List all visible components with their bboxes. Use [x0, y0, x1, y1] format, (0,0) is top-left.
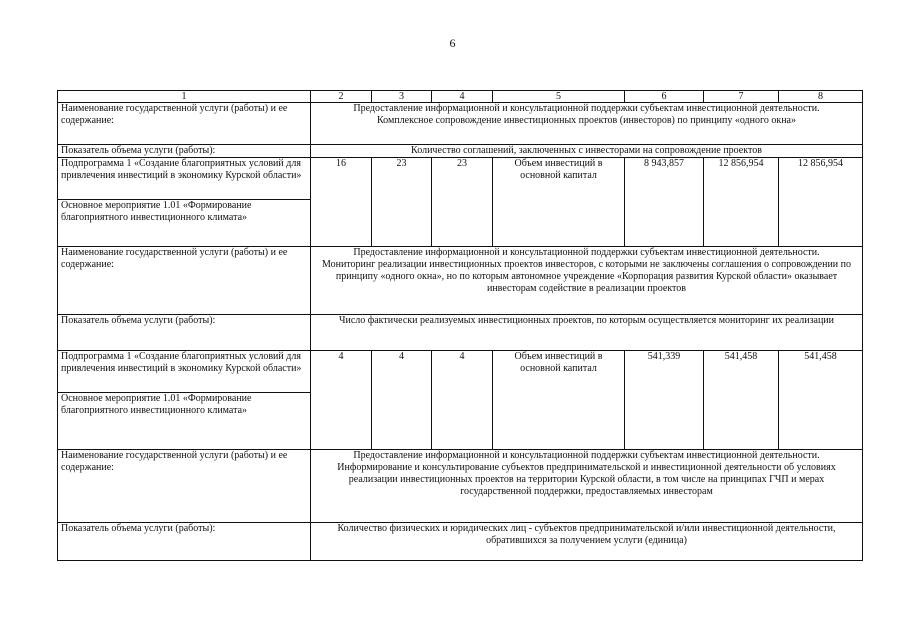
service-detail: Мониторинг реализации инвестиционных проектов инвесторов, с которыми не заключены соглашения о сопровождении по принципу «одного окна», но по которым автономное учреждение «Корпорация развития Курской области» оказывает инвесторам содействие в реализации проектов	[321, 259, 852, 294]
services-table	[57, 90, 863, 561]
header-row	[58, 91, 863, 103]
measure-label: Основное мероприятие 1.01 «Формирование благоприятного инвестиционного климата»	[58, 393, 311, 450]
page-number: 6	[449, 36, 456, 50]
value-col-3: 4	[372, 351, 432, 450]
value-col-2: 4	[311, 351, 372, 450]
col-header-6: 6	[625, 91, 704, 103]
value-col-6: 541,339	[625, 351, 704, 450]
service-title: Предоставление информационной и консультационной поддержки субъектам инвестиционной деятельности.	[353, 450, 820, 461]
value-col-8: 12 856,954	[779, 158, 863, 247]
indicator-label: Показатель объема услуги (работы):	[58, 145, 311, 158]
subprogram-row	[58, 351, 863, 393]
service-row	[58, 103, 863, 145]
service-label: Наименование государственной услуги (работы) и ее содержание:	[58, 247, 311, 315]
value-col-4: 4	[432, 351, 493, 450]
col-header-4: 4	[432, 91, 493, 103]
value-col-4: 23	[432, 158, 493, 247]
service-row	[58, 450, 863, 523]
service-description	[311, 450, 863, 523]
value-col-6: 8 943,857	[625, 158, 704, 247]
indicator-row	[58, 315, 863, 351]
indicator-text: Количество физических и юридических лиц - субъектов предпринимательской и/или инвестиционной деятельности, обратившихся за получением услуги (единица)	[311, 523, 863, 561]
service-label: Наименование государственной услуги (работы) и ее содержание:	[58, 103, 311, 145]
col-header-1: 1	[58, 91, 311, 103]
indicator-text: Число фактически реализуемых инвестиционных проектов, по которым осуществляется мониторинг их реализации	[311, 315, 863, 351]
service-row	[58, 247, 863, 315]
col-header-5: 5	[493, 91, 625, 103]
service-description	[311, 103, 863, 145]
value-col-5: Объем инвестиций в основной капитал	[493, 158, 625, 247]
service-detail: Информирование и консультирование субъектов предпринимательской и инвестиционной деятельности об условиях реализации инвестиционных проектов на территории Курской области, в том числе на принципах ГЧП и мерах государственной поддержки, предоставляемых инвесторам	[337, 462, 836, 497]
indicator-label: Показатель объема услуги (работы):	[58, 523, 311, 561]
measure-label: Основное мероприятие 1.01 «Формирование благоприятного инвестиционного климата»	[58, 200, 311, 247]
service-description	[311, 247, 863, 315]
value-col-2: 16	[311, 158, 372, 247]
indicator-text: Количество соглашений, заключенных с инвесторами на сопровождение проектов	[311, 145, 863, 158]
indicator-row	[58, 145, 863, 158]
service-detail: Комплексное сопровождение инвестиционных проектов (инвесторов) по принципу «одного окна»	[377, 115, 796, 126]
indicator-row	[58, 523, 863, 561]
subprogram-label: Подпрограмма 1 «Создание благоприятных условий для привлечения инвестиций в экономику Курской области»	[58, 351, 311, 393]
col-header-8: 8	[779, 91, 863, 103]
value-col-7: 12 856,954	[704, 158, 779, 247]
subprogram-row	[58, 158, 863, 200]
value-col-5: Объем инвестиций в основной капитал	[493, 351, 625, 450]
subprogram-label: Подпрограмма 1 «Создание благоприятных условий для привлечения инвестиций в экономику Курской области»	[58, 158, 311, 200]
service-title: Предоставление информационной и консультационной поддержки субъектам инвестиционной деятельности.	[353, 103, 820, 114]
service-title: Предоставление информационной и консультационной поддержки субъектам инвестиционной деятельности.	[353, 247, 820, 258]
indicator-label: Показатель объема услуги (работы):	[58, 315, 311, 351]
col-header-7: 7	[704, 91, 779, 103]
value-col-7: 541,458	[704, 351, 779, 450]
value-col-3: 23	[372, 158, 432, 247]
col-header-3: 3	[372, 91, 432, 103]
value-col-8: 541,458	[779, 351, 863, 450]
col-header-2: 2	[311, 91, 372, 103]
service-label: Наименование государственной услуги (работы) и ее содержание:	[58, 450, 311, 523]
